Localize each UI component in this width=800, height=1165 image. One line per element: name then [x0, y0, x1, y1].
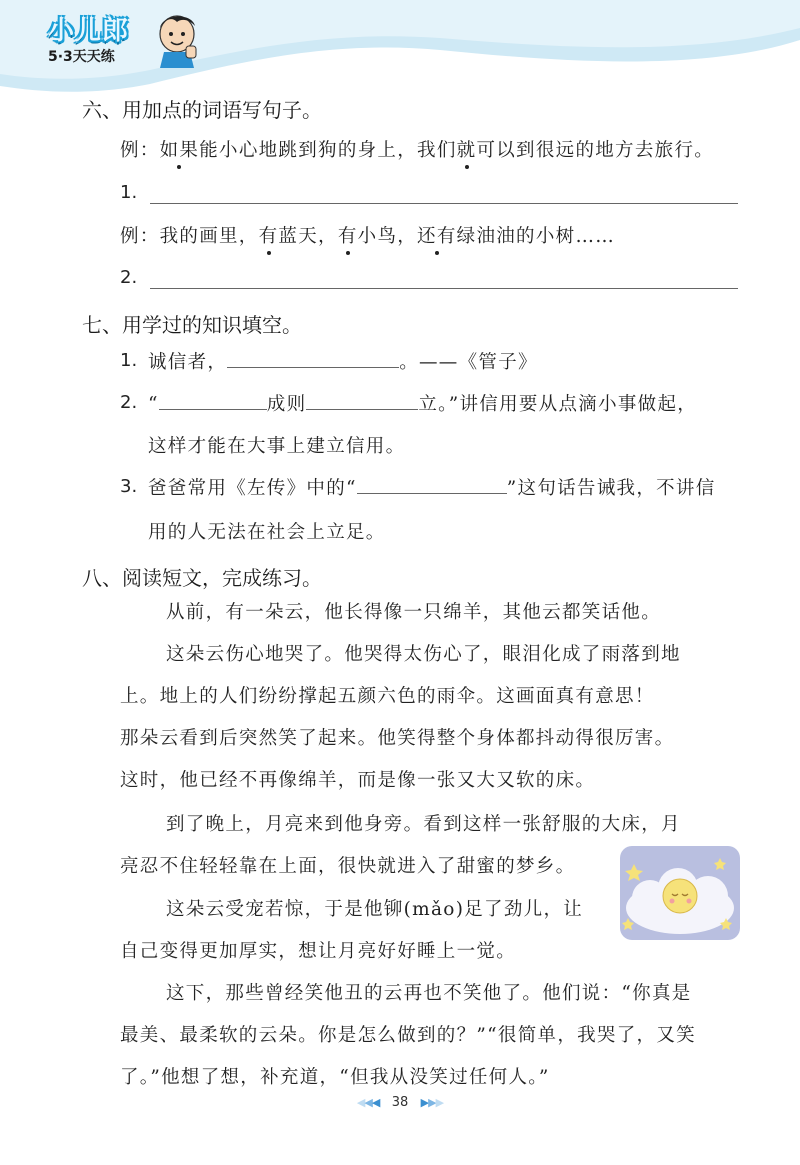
answer-line-2[interactable]: [150, 288, 738, 289]
answer-line-1[interactable]: [150, 203, 738, 204]
moon-on-cloud-illustration: [620, 846, 740, 940]
page-footer: [0, 1095, 800, 1110]
passage-line: 这朵云伤心地哭了。他哭得太伤心了，眼泪化成了雨落到地: [166, 644, 681, 665]
passage-line: 自己变得更加厚实，想让月亮好好睡上一觉。: [120, 941, 517, 962]
q1-number: 1.: [120, 350, 138, 371]
q3-number: 3.: [120, 476, 138, 497]
passage-line: 亮忍不住轻轻靠在上面，很快就进入了甜蜜的梦乡。: [120, 856, 576, 877]
right-arrows-icon: ▶▶▶: [420, 1096, 444, 1109]
passage-line: 了。”他想了想，补充道，“但我从没笑过任何人。”: [120, 1067, 550, 1088]
q1-text: 诚信者， 。——《管子》: [148, 348, 538, 374]
mascot-boy-icon: [152, 10, 202, 68]
passage-line: 最美、最柔软的云朵。你是怎么做到的？”“很简单，我哭了，又笑: [120, 1025, 696, 1046]
item-number-2: 2.: [120, 267, 138, 288]
section-7-title: 七、用学过的知识填空。: [82, 313, 302, 337]
q2-number: 2.: [120, 392, 138, 413]
q2-text: “ 成则 立。”讲信用要从点滴小事做起，: [148, 390, 697, 416]
left-arrows-icon: ◀◀◀: [356, 1096, 380, 1109]
q2-text-cont: 这样才能在大事上建立信用。: [148, 436, 406, 457]
passage-line: 到了晚上，月亮来到他身旁。看到这样一张舒服的大床，月: [166, 814, 681, 835]
q3-text-cont: 用的人无法在社会上立足。: [148, 522, 386, 543]
passage-line: 这时，他已经不再像绵羊，而是像一张又大又软的床。: [120, 770, 596, 791]
passage-line: 上。地上的人们纷纷撑起五颜六色的雨伞。这画面真有意思！: [120, 686, 655, 707]
q2-blank-1[interactable]: [159, 391, 267, 410]
page-number: 38: [391, 1095, 409, 1110]
passage-line: 那朵云看到后突然笑了起来。他笑得整个身体都抖动得很厉害。: [120, 728, 675, 749]
example-sentence-1: 例：如果能小心地跳到狗的身上，我们就可以到很远的地方去旅行。: [120, 136, 714, 162]
passage-line: 这下，那些曾经笑他丑的云再也不笑他了。他们说：“你真是: [166, 983, 692, 1004]
brand-logo: [40, 8, 200, 68]
section-6-title: 六、用加点的词语写句子。: [82, 98, 322, 122]
brand-title: 小儿郎: [48, 16, 130, 46]
q3-blank[interactable]: [357, 475, 507, 494]
section-8-title: 八、阅读短文，完成练习。: [82, 566, 322, 590]
q1-blank[interactable]: [227, 349, 399, 368]
passage-line: 从前，有一朵云，他长得像一只绵羊，其他云都笑话他。: [166, 602, 662, 623]
brand-series: 5·3天天练: [48, 49, 115, 65]
passage-line: 这朵云受宠若惊，于是他铆(mǎo)足了劲儿，让: [166, 899, 584, 920]
q2-blank-2[interactable]: [306, 391, 418, 410]
item-number-1: 1.: [120, 182, 138, 203]
q3-text: 爸爸常用《左传》中的“ ”这句话告诫我，不讲信: [148, 474, 716, 500]
example-sentence-2: 例：我的画里，有蓝天，有小鸟，还有绿油油的小树……: [120, 222, 615, 248]
